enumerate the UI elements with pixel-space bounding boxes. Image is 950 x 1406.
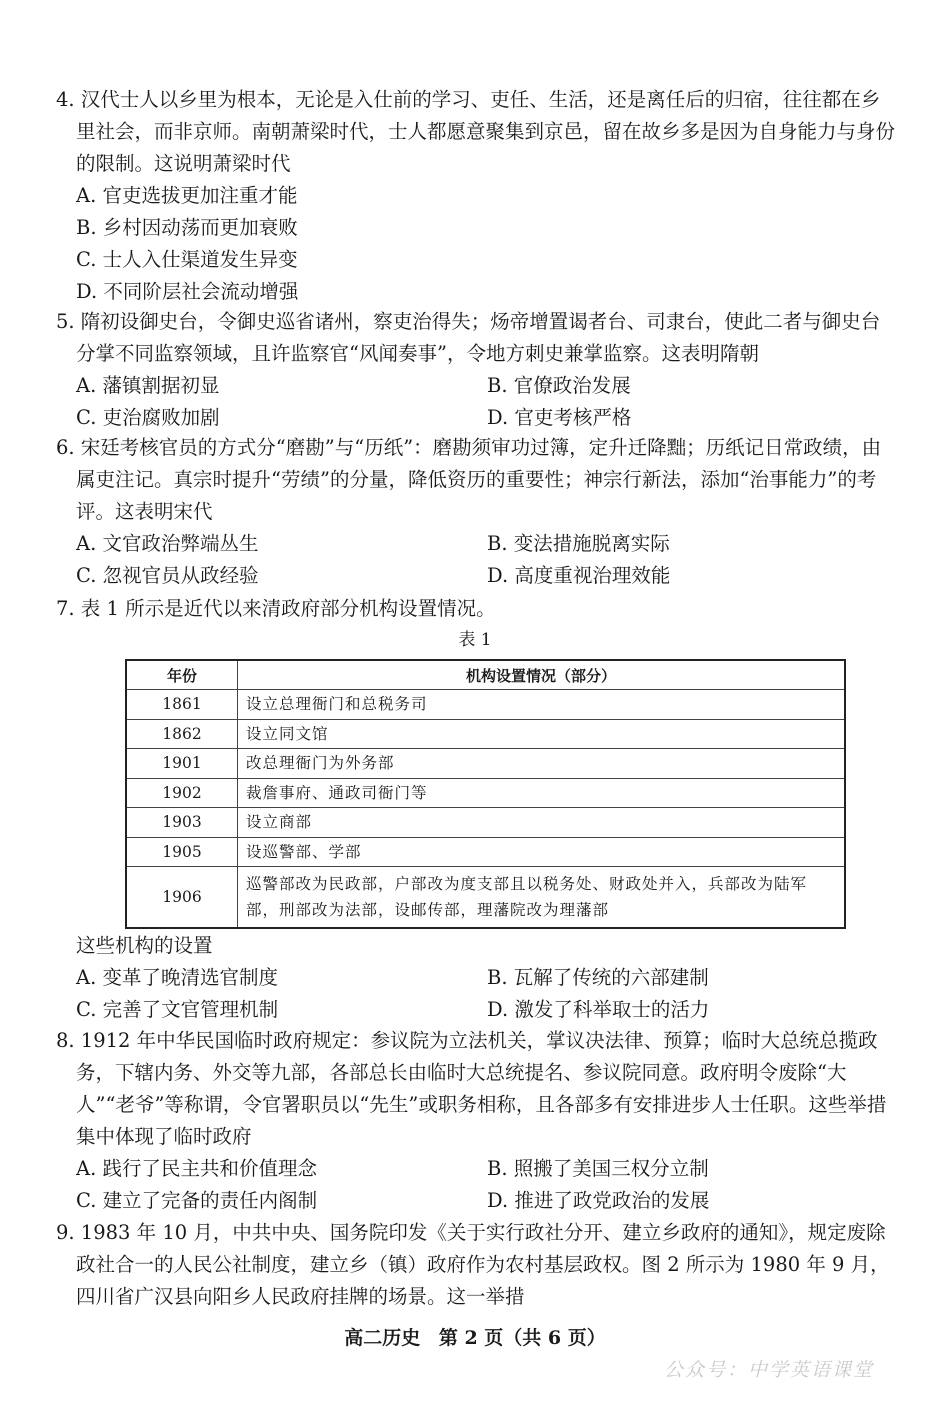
- row-description: 设立总理衙门和总税务司: [238, 690, 846, 720]
- option-d[interactable]: D. 推进了政党政治的发展: [487, 1189, 710, 1212]
- header-year: 年份: [126, 660, 238, 690]
- table-row: [126, 749, 845, 779]
- row-year: 1906: [126, 867, 238, 929]
- question-5-options: [56, 370, 898, 434]
- footer-page-number: 第 2 页（共 6 页）: [438, 1327, 606, 1349]
- table-row: [126, 690, 845, 720]
- question-6: [56, 432, 898, 592]
- option-a[interactable]: A. 官吏选拔更加注重才能: [76, 184, 298, 207]
- question-5: [56, 306, 898, 434]
- option-d[interactable]: D. 高度重视治理效能: [487, 564, 671, 587]
- table-row: [126, 808, 845, 838]
- row-description: 设巡警部、学部: [238, 837, 846, 867]
- row-year: 1861: [126, 690, 238, 720]
- question-4-stem: 4. 汉代士人以乡里为根本，无论是入仕前的学习、吏任、生活，还是离任后的归宿，往往都在乡里社会，而非京师。南朝萧梁时代，士人都愿意聚集到京邑，留在故乡多是因为自身能力与身份的限制。这说明萧梁时代: [56, 88, 896, 175]
- option-a[interactable]: A. 文官政治弊端丛生: [76, 532, 259, 555]
- row-year: 1902: [126, 778, 238, 808]
- option-b[interactable]: B. 瓦解了传统的六部建制: [487, 966, 709, 989]
- row-description: 改总理衙门为外务部: [238, 749, 846, 779]
- watermark-text: 公众号：中学英语课堂: [663, 1359, 874, 1381]
- question-5-stem: 5. 隋初设御史台，令御史巡省诸州，察吏治得失；炀帝增置谒者台、司隶台，使此二者与御史台分掌不同监察领域，且许监察官“风闻奏事”，令地方刺史兼掌监察。这表明隋朝: [56, 310, 881, 365]
- option-d[interactable]: D. 官吏考核严格: [487, 406, 632, 429]
- question-8-stem: 8. 1912 年中华民国临时政府规定：参议院为立法机关，掌议决法律、预算；临时大总统总揽政务，下辖内务、外交等九部，各部总长由临时大总统提名、参议院同意。政府明令废除“大人”“老爷”等称谓，令官署职员以“先生”或职务相称，且各部多有安排进步人士任职。这些举措集中体现了临时政府: [56, 1029, 887, 1148]
- question-7-continuation: [76, 930, 898, 1026]
- option-c[interactable]: C. 吏治腐败加剧: [76, 406, 220, 429]
- table-row: [126, 719, 845, 749]
- option-c[interactable]: C. 完善了文官管理机制: [76, 998, 279, 1021]
- option-a[interactable]: A. 变革了晚清选官制度: [76, 966, 278, 989]
- question-8: [56, 1025, 898, 1217]
- page-footer: [0, 1323, 950, 1350]
- table-row: [126, 778, 845, 808]
- row-year: 1903: [126, 808, 238, 838]
- question-6-options: [56, 528, 898, 592]
- option-b[interactable]: B. 照搬了美国三权分立制: [487, 1157, 709, 1180]
- row-description: 设立同文馆: [238, 719, 846, 749]
- row-description: 巡警部改为民政部，户部改为度支部且以税务处、财政处并入，兵部改为陆军部，刑部改为法部，设邮传部，理藩院改为理藩部: [238, 867, 846, 929]
- row-description: 设立商部: [238, 808, 846, 838]
- option-b[interactable]: B. 变法措施脱离实际: [487, 532, 670, 555]
- question-6-stem: 6. 宋廷考核官员的方式分“磨勘”与“历纸”：磨勘须审功过簿，定升迁降黜；历纸记日常政绩，由属吏注记。真宗时提升“劳绩”的分量，降低资历的重要性；神宗行新法，添加“治事能力”的考评。这表明宋代: [56, 436, 882, 523]
- header-institutions: 机构设置情况（部分）: [238, 660, 846, 690]
- option-b[interactable]: B. 乡村因动荡而更加衰败: [76, 216, 298, 239]
- option-c[interactable]: C. 建立了完备的责任内阁制: [76, 1189, 318, 1212]
- question-4-options: [56, 180, 898, 308]
- question-7: [56, 593, 898, 625]
- question-8-options: [56, 1153, 898, 1217]
- option-c[interactable]: C. 士人入仕渠道发生异变: [76, 248, 298, 271]
- table-caption: 表 1: [458, 630, 492, 650]
- option-a[interactable]: A. 践行了民主共和价值理念: [76, 1157, 317, 1180]
- question-9-stem: 9. 1983 年 10 月，中共中央、国务院印发《关于实行政社分开、建立乡政府的通知》，规定废除政社合一的人民公社制度，建立乡（镇）政府作为农村基层政权。图 2 所示为 1980 年 9 月，四川省广汉县向阳乡人民政府挂牌的场景。这一举措: [56, 1221, 890, 1308]
- option-c[interactable]: C. 忽视官员从政经验: [76, 564, 259, 587]
- option-d[interactable]: D. 激发了科举取士的活力: [487, 998, 710, 1021]
- option-b[interactable]: B. 官僚政治发展: [487, 374, 631, 397]
- question-7-stem: 7. 表 1 所示是近代以来清政府部分机构设置情况。: [56, 597, 496, 620]
- table-row: [126, 837, 845, 867]
- row-year: 1901: [126, 749, 238, 779]
- row-year: 1905: [126, 837, 238, 867]
- row-year: 1862: [126, 719, 238, 749]
- table-header-row: [126, 660, 845, 690]
- table-row: [126, 867, 845, 929]
- row-description: 裁詹事府、通政司衙门等: [238, 778, 846, 808]
- institution-table: [125, 659, 846, 929]
- question-9: [56, 1217, 898, 1313]
- question-4: [56, 84, 898, 308]
- option-a[interactable]: A. 藩镇割据初显: [76, 374, 220, 397]
- question-7-after-text: 这些机构的设置: [76, 934, 213, 957]
- footer-subject: 高二历史: [344, 1327, 421, 1349]
- option-d[interactable]: D. 不同阶层社会流动增强: [76, 280, 299, 303]
